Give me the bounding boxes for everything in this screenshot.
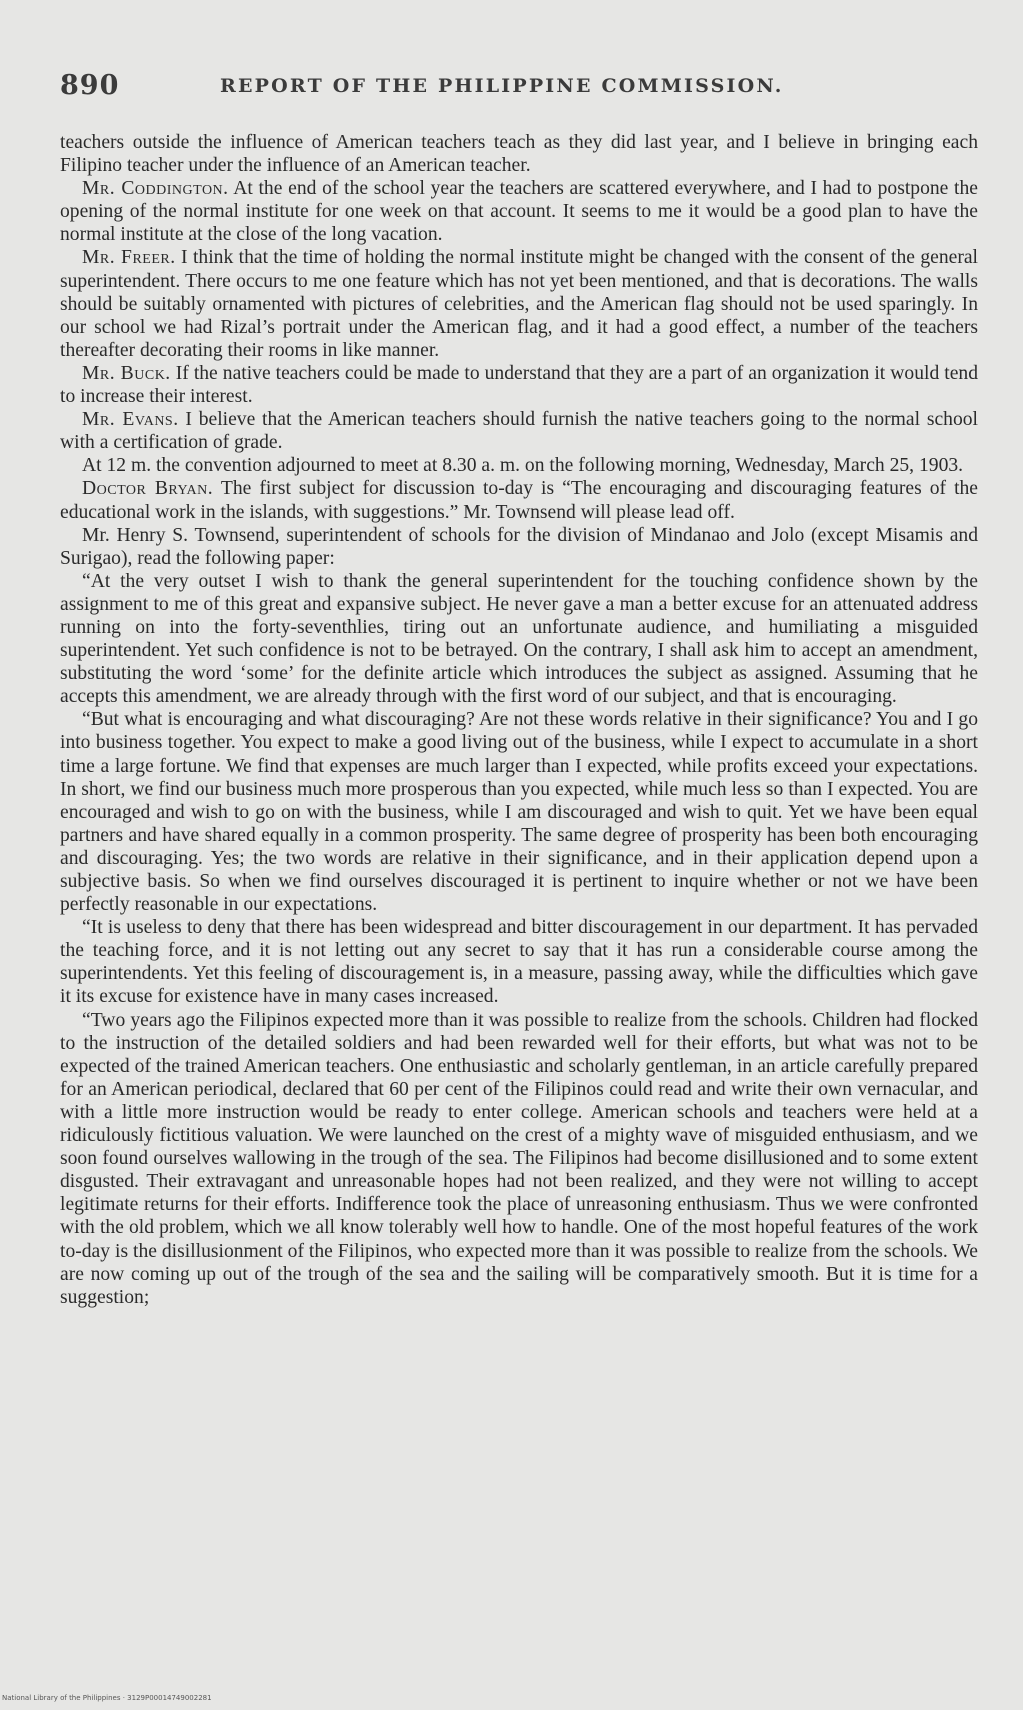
paragraph <box>60 477 978 523</box>
paragraph-text: “Two years ago the Filipinos expected more than it was possible to realize from the schools. Children had flocked to the instruction of the detailed soldiers and had been rewarded well for their efforts, but what was not to be expected of the trained American teachers. One enthusiastic and scholarly gentleman, in an article carefully prepared for an American periodical, declared that 60 per cent of the Filipinos could read and write their own vernacular, and with a little more instruction would be ready to enter college. American schools and teachers were held at a ridiculously fictitious valuation. We were launched on the crest of a mighty wave of misguided enthusiasm, and we soon found ourselves wallowing in the trough of the sea. The Filipinos had become disillusioned and to some extent disgusted. Their extravagant and unreasonable hopes had not been realized, and they were not willing to accept legitimate returns for their efforts. Indifference took the place of unreasoning enthusiasm. Thus we were confronted with the old problem, which we all know tolerably well how to handle. One of the most hopeful features of the work to-day is the disillusionment of the Filipinos, who expected more than it was possible to realize from the schools. We are now coming up out of the trough of the sea and the sailing will be comparatively smooth. But it is time for a suggestion; <box>60 1009 978 1308</box>
paragraph <box>60 362 978 408</box>
page-number: 890 <box>60 70 120 101</box>
paragraph <box>60 916 978 1008</box>
paragraph-text: Mr. Henry S. Townsend, superintendent of schools for the division of Mindanao and Jolo (except Misamis and Surigao), read the following paper: <box>60 524 978 569</box>
paragraph-text: At 12 m. the convention adjourned to meet at 8.30 a. m. on the following morning, Wednesday, March 25, 1903. <box>82 455 964 477</box>
paragraph <box>60 708 978 916</box>
paragraph <box>60 408 978 454</box>
speaker-name: Mr. Coddington. <box>82 178 229 200</box>
body-text <box>60 131 978 1309</box>
paragraph-text: “It is useless to deny that there has been widespread and bitter discouragement in our department. It has pervaded the teaching force, and it is not letting out any secret to say that it has run a considerable course among the superintendents. Yet this feeling of discouragement is, in a measure, passing away, while the difficulties which gave it its excuse for existence have in many cases increased. <box>60 917 978 1008</box>
paragraph <box>60 454 978 477</box>
paragraph <box>60 1009 978 1309</box>
speaker-name: Mr. Evans. <box>82 409 179 431</box>
page-header <box>60 70 980 106</box>
paragraph <box>60 246 978 361</box>
paragraph-text: If the native teachers could be made to understand that they are a part of an organization it would tend to increase their interest. <box>60 362 979 408</box>
paragraph-text: teachers outside the influence of American teachers teach as they did last year, and I believe in bringing each Filipino teacher under the influence of an American teacher. <box>60 132 978 177</box>
paragraph <box>60 177 978 246</box>
paragraph-text: I think that the time of holding the normal institute might be changed with the consent of the general superintendent. There occurs to me one feature which has not yet been mentioned, and that is decorations. The walls should be suitably ornamented with pictures of celebrities, and the American flag should not be used sparingly. In our school we had Rizal’s portrait under the American flag, and it had a good effect, a number of the teachers thereafter decorating their rooms in like manner. <box>60 247 978 361</box>
paragraph-text: The first subject for discussion to-day is “The encouraging and discouraging features of the educational work in the islands, with suggestions.” Mr. Townsend will please lead off. <box>60 478 979 523</box>
paragraph-text: “At the very outset I wish to thank the general superintendent for the touching confidence shown by the assignment to me of this great and expansive subject. He never gave a man a better excuse for an attenuated address running on into the forty-seventhlies, tiring out an unfortunate audience, and humiliating a misguided superintendent. Yet such confidence is not to be betrayed. On the contrary, I shall ask him to accept an amendment, substituting the word ‘some’ for the definite article which introduces the subject as assigned. Assuming that he accepts this amendment, we are already through with the first word of our subject, and that is encouraging. <box>60 570 978 708</box>
paragraph <box>60 524 978 570</box>
speaker-name: Mr. Freer. <box>82 247 176 269</box>
running-head: REPORT OF THE PHILIPPINE COMMISSION. <box>220 75 784 97</box>
speaker-name: Mr. Buck. <box>82 362 171 384</box>
paragraph <box>60 131 978 177</box>
paragraph-text: “But what is encouraging and what discouraging? Are not these words relative in their significance? You and I go into business together. You expect to make a good living out of the business, while I expect to accumulate in a short time a large fortune. We find that expenses are much larger than I expected, while profits exceed your expectations. In short, we find our business much more prosperous than you expected, while much less so than I expected. You are encouraged and wish to go on with the business, while I am discouraged and wish to quit. Yet we have been equal partners and have shared equally in a common prosperity. The same degree of prosperity has been both encouraging and discouraging. Yes; the two words are relative in their significance, and in their application depend upon a subjective basis. So when we find ourselves discouraged it is pertinent to inquire whether or not we have been perfectly reasonable in our expectations. <box>60 709 978 916</box>
paragraph <box>60 570 978 709</box>
paragraph-text: I believe that the American teachers should furnish the native teachers going to the normal school with a certification of grade. <box>60 409 978 454</box>
speaker-name: Doctor Bryan. <box>82 478 214 500</box>
paragraph-text: At the end of the school year the teachers are scattered everywhere, and I had to postpone the opening of the normal institute for one week on that account. It seems to me it would be a good plan to have the normal institute at the close of the long vacation. <box>60 178 978 246</box>
scan-credit: National Library of the Philippines · 3129P00014749002281 <box>2 1694 212 1702</box>
